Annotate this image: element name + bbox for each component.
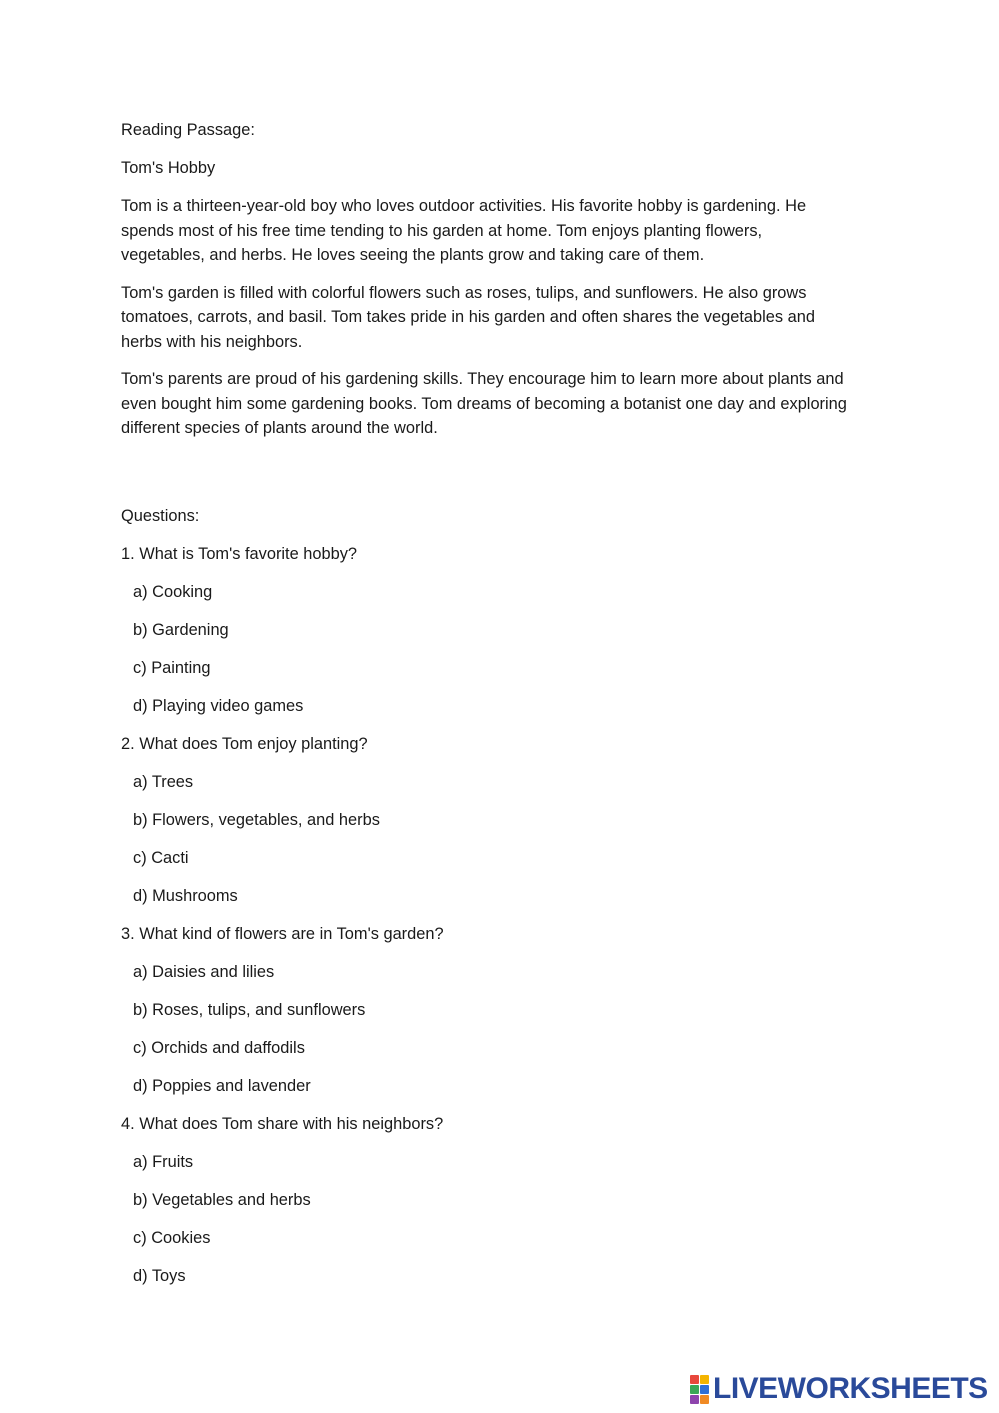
liveworksheets-branding[interactable] <box>690 1372 988 1406</box>
question-text: 4. What does Tom share with his neighbors? <box>121 1114 444 1133</box>
logo-tile <box>700 1385 709 1394</box>
logo-tile <box>690 1395 699 1404</box>
answer-option[interactable]: d) Poppies and lavender <box>133 1076 311 1095</box>
answer-option[interactable]: b) Vegetables and herbs <box>133 1190 311 1209</box>
logo-tile <box>690 1385 699 1394</box>
question-2 <box>121 732 881 909</box>
section-label: Reading Passage: <box>121 121 255 139</box>
logo-tile <box>700 1395 709 1404</box>
answer-option[interactable]: c) Orchids and daffodils <box>133 1038 305 1057</box>
answer-option[interactable]: c) Cookies <box>133 1228 211 1247</box>
paragraph-line: herbs with his neighbors. <box>121 332 303 351</box>
answer-option[interactable]: b) Flowers, vegetables, and herbs <box>133 810 380 829</box>
question-text: 1. What is Tom's favorite hobby? <box>121 544 358 563</box>
passage-paragraph-3 <box>121 367 881 441</box>
answer-option[interactable]: a) Daisies and lilies <box>133 962 275 981</box>
paragraph-line: Tom's garden is filled with colorful flowers such as roses, tulips, and sunflowers. He also grows <box>121 283 807 302</box>
paragraph-line: different species of plants around the world. <box>121 419 438 437</box>
worksheet-page <box>121 118 881 1302</box>
answer-option[interactable]: a) Cooking <box>133 582 213 601</box>
paragraph-line: even bought him some gardening books. Tom dreams of becoming a botanist one day and exploring <box>121 394 847 413</box>
question-text: 3. What kind of flowers are in Tom's garden? <box>121 924 444 943</box>
paragraph-line: Tom is a thirteen-year-old boy who loves outdoor activities. His favorite hobby is gardening. He <box>121 197 807 215</box>
question-1 <box>121 542 881 719</box>
paragraph-line: tomatoes, carrots, and basil. Tom takes pride in his garden and often shares the vegetables and <box>121 308 815 326</box>
question-text: 2. What does Tom enjoy planting? <box>121 734 368 753</box>
answer-option[interactable]: a) Fruits <box>133 1152 194 1171</box>
logo-tile <box>690 1375 699 1384</box>
spacer <box>121 454 881 504</box>
logo-tile <box>700 1375 709 1384</box>
answer-option[interactable]: a) Trees <box>133 772 194 791</box>
answer-option[interactable]: b) Gardening <box>133 620 229 639</box>
answer-option[interactable]: d) Mushrooms <box>133 886 238 905</box>
question-4 <box>121 1112 881 1289</box>
answer-option[interactable]: c) Painting <box>133 658 211 677</box>
answer-option[interactable]: d) Playing video games <box>133 696 304 715</box>
passage-paragraph-1 <box>121 194 881 268</box>
answer-option[interactable]: d) Toys <box>133 1266 186 1285</box>
brand-name: LIVEWORKSHEETS <box>713 1372 988 1405</box>
passage-paragraph-2 <box>121 281 881 355</box>
paragraph-line: spends most of his free time tending to his garden at home. Tom enjoys planting flowers, <box>121 221 763 240</box>
answer-option[interactable]: c) Cacti <box>133 848 189 867</box>
paragraph-line: Tom's parents are proud of his gardening skills. They encourage him to learn more about plants and <box>121 370 844 388</box>
paragraph-line: vegetables, and herbs. He loves seeing the plants grow and taking care of them. <box>121 246 705 264</box>
answer-option[interactable]: b) Roses, tulips, and sunflowers <box>133 1000 366 1019</box>
questions-label: Questions: <box>121 506 200 525</box>
question-3 <box>121 922 881 1099</box>
passage-title: Tom's Hobby <box>121 159 216 177</box>
liveworksheets-logo-icon <box>690 1375 709 1404</box>
